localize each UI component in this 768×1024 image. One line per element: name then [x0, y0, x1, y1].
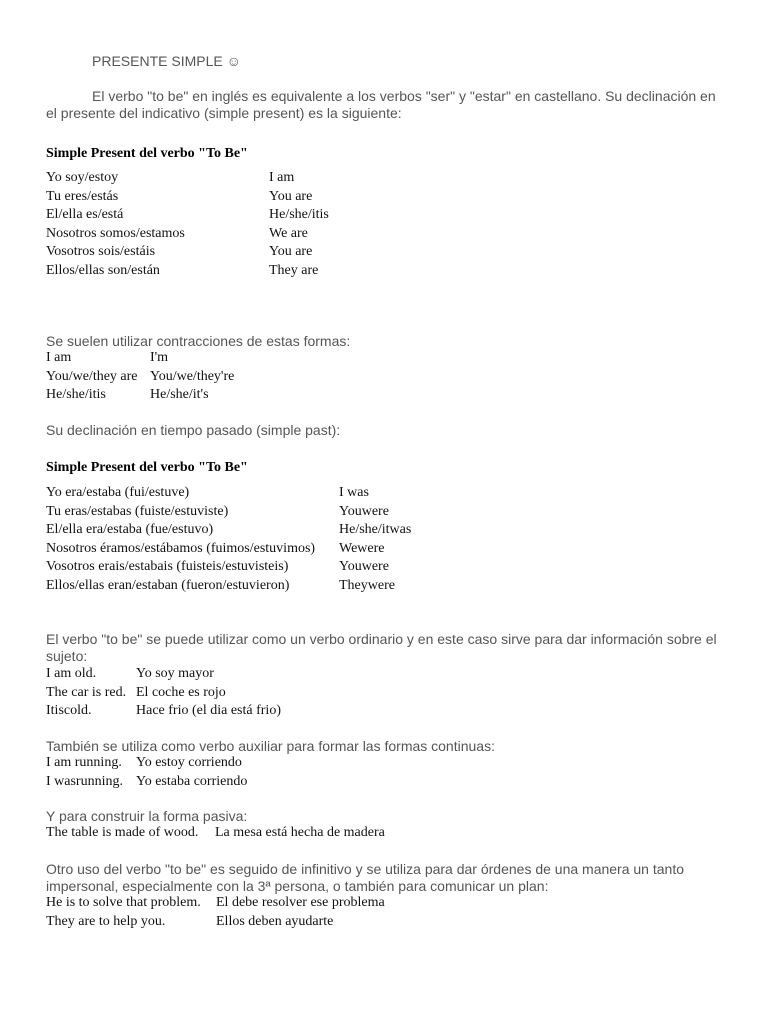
table-cell-spanish: I wasrunning.	[46, 773, 123, 789]
table-cell-english: Yo soy mayor	[136, 666, 214, 681]
table-cell-english: They are	[269, 262, 319, 278]
table-cell-english: Wewere	[339, 540, 385, 556]
table-cell-english: You are	[269, 188, 313, 204]
table-cell-english: Youwere	[339, 559, 389, 574]
table-cell-spanish: Itiscold.	[46, 703, 92, 718]
table-cell-spanish: They are to help you.	[46, 913, 166, 929]
present-heading: Simple Present del verbo "To Be"	[46, 146, 248, 161]
document-title: PRESENTE SIMPLE ☺	[92, 53, 241, 69]
table-cell-spanish: Vosotros sois/estáis	[46, 244, 156, 259]
table-cell-spanish: Nosotros somos/estamos	[46, 225, 185, 241]
table-cell-spanish: He is to solve that problem.	[46, 895, 201, 910]
table-cell-english: Theywere	[339, 577, 395, 593]
table-cell-english: He/she/itwas	[339, 522, 412, 537]
contractions-intro: Se suelen utilizar contracciones de estas formas:	[46, 333, 351, 349]
table-cell-english: I'm	[150, 350, 169, 365]
table-cell-english: I am	[269, 170, 295, 185]
table-cell-spanish: Tu eras/estabas (fuiste/estuviste)	[46, 503, 229, 519]
table-cell-spanish: Tu eres/estás	[46, 188, 119, 204]
past-heading: Simple Present del verbo "To Be"	[46, 460, 248, 475]
past-intro: Su declinación en tiempo pasado (simple past):	[46, 422, 341, 438]
table-cell-english: El coche es rojo	[136, 684, 226, 700]
table-cell-spanish: I am	[46, 350, 72, 365]
table-cell-english: We are	[269, 225, 308, 241]
table-cell-spanish: Ellos/ellas eran/estaban (fueron/estuvieron)	[46, 577, 290, 593]
table-cell-english: He/she/itis	[269, 207, 329, 222]
table-cell-english: Yo estoy corriendo	[136, 755, 242, 770]
table-cell-spanish: El/ella es/está	[46, 207, 124, 222]
passive-intro: Y para construir la forma pasiva:	[46, 808, 248, 824]
table-cell-english: You are	[269, 244, 313, 259]
table-cell-spanish: Yo era/estaba (fui/estuve)	[46, 485, 190, 500]
table-cell-spanish: Yo soy/estoy	[46, 170, 119, 185]
table-cell-spanish: The car is red.	[46, 684, 127, 700]
table-cell-english: Ellos deben ayudarte	[216, 913, 334, 929]
table-cell-spanish: I am running.	[46, 755, 122, 770]
table-cell-spanish: The table is made of wood.	[46, 825, 199, 840]
table-cell-spanish: He/she/itis	[46, 387, 106, 402]
table-cell-english: Youwere	[339, 503, 389, 519]
table-cell-english: La mesa está hecha de madera	[215, 825, 385, 840]
table-cell-english: Yo estaba corriendo	[136, 773, 248, 789]
infinitive-intro: Otro uso del verbo "to be" es seguido de infinitivo y se utiliza para dar órdenes de una manera un tanto impersonal, especialmente con la 3ª persona, o también para comunicar un plan:	[46, 861, 684, 894]
table-cell-english: I was	[339, 485, 369, 500]
table-cell-spanish: Vosotros erais/estabais (fuisteis/estuvisteis)	[46, 559, 289, 574]
ordinary-intro: El verbo "to be" se puede utilizar como un verbo ordinario y en este caso sirve para dar información sobre el sujeto:	[46, 631, 717, 664]
table-cell-english: El debe resolver ese problema	[216, 895, 385, 910]
table-cell-english: Hace frio (el dia está frio)	[136, 703, 281, 718]
table-cell-spanish: Ellos/ellas son/están	[46, 262, 160, 278]
intro-paragraph: El verbo "to be" en inglés es equivalente a los verbos "ser" y "estar" en castellano. Su declinación en el presente del indicativo (simple present) es la siguiente:	[46, 88, 716, 121]
table-cell-english: You/we/they're	[150, 368, 235, 384]
table-cell-spanish: Nosotros éramos/estábamos (fuimos/estuvimos)	[46, 540, 316, 556]
table-cell-spanish: You/we/they are	[46, 368, 138, 384]
table-cell-spanish: El/ella era/estaba (fue/estuvo)	[46, 522, 214, 537]
table-cell-spanish: I am old.	[46, 666, 97, 681]
table-cell-english: He/she/it's	[150, 387, 209, 402]
auxiliary-intro: También se utiliza como verbo auxiliar para formar las formas continuas:	[46, 738, 495, 754]
